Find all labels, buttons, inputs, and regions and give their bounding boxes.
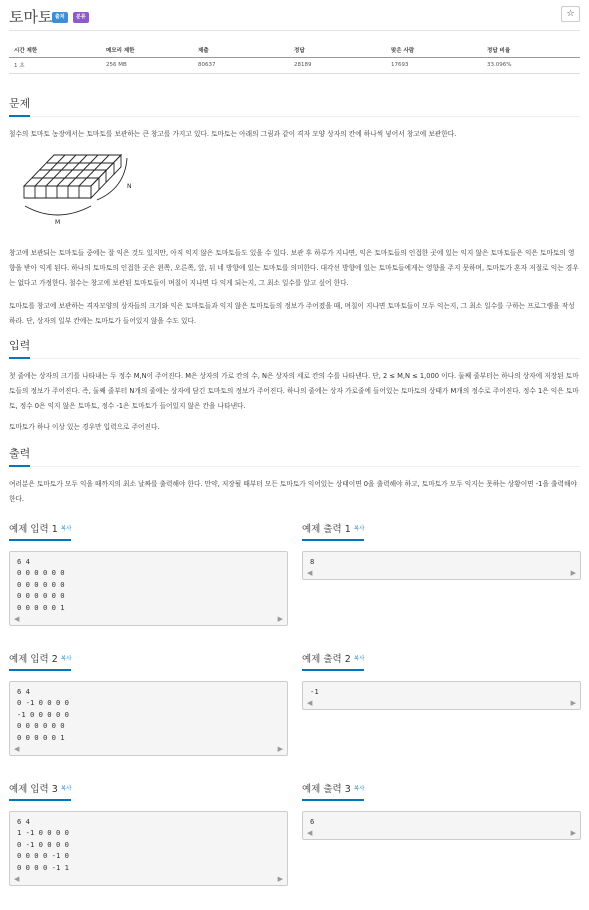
sample-output-2-box[interactable]: [302, 681, 581, 711]
sample-input-3-box[interactable]: [9, 811, 288, 887]
info-value-row: [9, 57, 580, 73]
sample-input-3-title: [9, 781, 71, 801]
horizontal-scrollbar[interactable]: [10, 743, 287, 755]
horizontal-scrollbar[interactable]: [303, 827, 580, 839]
page-title: 토마토: [9, 8, 53, 26]
scroll-right-icon[interactable]: ▶: [570, 569, 576, 577]
copy-button[interactable]: 복사: [353, 655, 365, 662]
sample-input-3-text: 6 4 1 -1 0 0 0 0 0 -1 0 0 0 0 0 0 0 0 -1 0 0 0 0 0 -1 1: [17, 816, 69, 872]
scroll-left-icon[interactable]: ◀: [14, 745, 20, 753]
scroll-left-icon[interactable]: ◀: [307, 829, 313, 837]
section-divider: [9, 116, 580, 117]
problem-info-table: [9, 43, 580, 74]
problem-section: [9, 95, 580, 329]
problem-header: [9, 0, 580, 30]
solved-users-header: 맞은 사람: [386, 43, 482, 57]
submissions-header: 제출: [193, 43, 289, 57]
sample-input-1-box[interactable]: [9, 551, 288, 627]
output-heading: 출력: [9, 445, 30, 467]
sample-input-2-title: [9, 651, 71, 671]
submissions-value: 80637: [193, 57, 289, 73]
output-section: [9, 445, 580, 507]
time-limit-value: 1 초: [9, 57, 101, 73]
source-label[interactable]: 출처: [52, 12, 68, 23]
horizontal-scrollbar[interactable]: [303, 697, 580, 709]
sample-output-2-title: [302, 651, 364, 671]
sample-output-3-label: 예제 출력 3: [302, 783, 351, 795]
accept-rate-value: 33.096%: [482, 57, 580, 73]
scroll-left-icon[interactable]: ◀: [307, 699, 313, 707]
output-paragraph-1: 여러분은 토마토가 모두 익을 때까지의 최소 날짜를 출력해야 한다. 만약, 저장될 때부터 모든 토마토가 익어있는 상태이면 0을 출력해야 하고, 토마토가 모두 익지는 못하는 상황이면 -1을 출력해야 한다.: [9, 479, 577, 503]
copy-button[interactable]: 복사: [60, 655, 72, 662]
memory-limit-value: 256 MB: [101, 57, 193, 73]
scroll-right-icon[interactable]: ▶: [277, 745, 283, 753]
memory-limit-header: 메모리 제한: [101, 43, 193, 57]
sample-input-2: [9, 651, 288, 757]
scroll-right-icon[interactable]: ▶: [570, 699, 576, 707]
section-divider: [9, 466, 580, 467]
sample-input-2-box[interactable]: [9, 681, 288, 757]
copy-button[interactable]: 복사: [60, 525, 72, 532]
copy-button[interactable]: 복사: [60, 785, 72, 792]
sample-output-3-text: 6: [310, 816, 315, 826]
time-limit-header: 시간 제한: [9, 43, 101, 57]
accepted-header: 정답: [289, 43, 386, 57]
scroll-right-icon[interactable]: ▶: [277, 875, 283, 883]
header-divider: [9, 30, 580, 31]
copy-button[interactable]: 복사: [353, 525, 365, 532]
sample-output-3-title: [302, 781, 364, 801]
info-header-row: [9, 43, 580, 57]
accept-rate-header: 정답 비율: [482, 43, 580, 57]
problem-paragraph-3: 토마토를 창고에 보관하는 격자모양의 상자들의 크기와 익은 토마토들과 익지 않은 토마토들의 정보가 주어졌을 때, 며칠이 지나면 토마토들이 모두 익는지, 그 최소 일수를 구하는 프로그램을 작성하라. 단, 상자의 일부 칸에는 토마토가 들어있지 않을 수도 있다.: [9, 301, 575, 325]
sample-input-1-label: 예제 입력 1: [9, 523, 58, 535]
input-heading: 입력: [9, 337, 30, 359]
solved-users-value: 17693: [386, 57, 482, 73]
section-divider: [9, 358, 580, 359]
problem-heading: 문제: [9, 95, 30, 117]
sample-output-3: [302, 781, 581, 841]
sample-output-1-label: 예제 출력 1: [302, 523, 351, 535]
figure-label-n: N: [127, 182, 132, 190]
horizontal-scrollbar[interactable]: [10, 613, 287, 625]
input-paragraph-2: 토마토가 하나 이상 있는 경우만 입력으로 주어진다.: [9, 422, 160, 431]
horizontal-scrollbar[interactable]: [303, 567, 580, 579]
scroll-right-icon[interactable]: ▶: [277, 615, 283, 623]
sample-output-1: [302, 521, 581, 581]
sample-input-1: [9, 521, 288, 627]
sample-input-3-label: 예제 입력 3: [9, 783, 58, 795]
sample-input-2-label: 예제 입력 2: [9, 653, 58, 665]
sample-output-1-box[interactable]: [302, 551, 581, 581]
sample-input-1-text: 6 4 0 0 0 0 0 0 0 0 0 0 0 0 0 0 0 0 0 0 0 0 0 0 0 1: [17, 556, 65, 612]
horizontal-scrollbar[interactable]: [10, 873, 287, 885]
figure-label-m: M: [55, 218, 61, 226]
sample-output-2-text: -1: [310, 686, 319, 696]
scroll-left-icon[interactable]: ◀: [307, 569, 313, 577]
tomato-box-figure: [21, 148, 161, 238]
accepted-value: 28189: [289, 57, 386, 73]
copy-button[interactable]: 복사: [353, 785, 365, 792]
scroll-right-icon[interactable]: ▶: [570, 829, 576, 837]
input-section: [9, 337, 580, 435]
sample-output-2-label: 예제 출력 2: [302, 653, 351, 665]
problem-paragraph-1: 철수의 토마토 농장에서는 토마토를 보관하는 큰 창고를 가지고 있다. 토마토는 아래의 그림과 같이 격자 모양 상자의 칸에 하나씩 넣어서 창고에 보관한다.: [9, 129, 457, 138]
sample-output-3-box[interactable]: [302, 811, 581, 841]
input-paragraph-1: 첫 줄에는 상자의 크기를 나타내는 두 정수 M,N이 주어진다. M은 상자의 가로 칸의 수, N은 상자의 세로 칸의 수를 나타낸다. 단, 2 ≤ M,N ≤ 1,000 이다. 둘째 줄부터는 하나의 상자에 저장된 토마토들의 정보가 주어진다. 즉, 둘째 줄부터 N개의 줄에는 상자에 담긴 토마토의 정보가 주어진다. 하나의 줄에는 상자 가로줄에 들어있는 토마토의 상태가 M개의 정수로 주어진다. 정수 1은 익은 토마토, 정수 0은 익지 않은 토마토, 정수 -1은 토마토가 들어있지 않은 칸을 나타낸다.: [9, 371, 579, 410]
category-label[interactable]: 분류: [73, 12, 89, 23]
sample-output-1-text: 8: [310, 556, 315, 566]
star-icon[interactable]: ☆: [561, 6, 580, 22]
sample-output-1-title: [302, 521, 364, 541]
sample-input-3: [9, 781, 288, 887]
scroll-left-icon[interactable]: ◀: [14, 615, 20, 623]
problem-paragraph-2: 창고에 보관되는 토마토들 중에는 잘 익은 것도 있지만, 아직 익지 않은 토마토들도 있을 수 있다. 보관 후 하루가 지나면, 익은 토마토들의 인접한 곳에 있는 익지 않은 토마토들은 익은 토마토의 영향을 받아 익게 된다. 하나의 토마토의 인접한 곳은 왼쪽, 오른쪽, 앞, 뒤 네 방향에 있는 토마토를 의미한다. 대각선 방향에 있는 토마토들에게는 영향을 주지 못하며, 토마토가 혼자 저절로 익는 경우는 없다고 가정한다. 철수는 창고에 보관된 토마토들이 며칠이 지나면 다 익게 되는지, 그 최소 일수를 알고 싶어 한다.: [9, 248, 579, 287]
sample-output-2: [302, 651, 581, 711]
sample-input-1-title: [9, 521, 71, 541]
sample-input-2-text: 6 4 0 -1 0 0 0 0 -1 0 0 0 0 0 0 0 0 0 0 0 0 0 0 0 0 1: [17, 686, 69, 742]
scroll-left-icon[interactable]: ◀: [14, 875, 20, 883]
